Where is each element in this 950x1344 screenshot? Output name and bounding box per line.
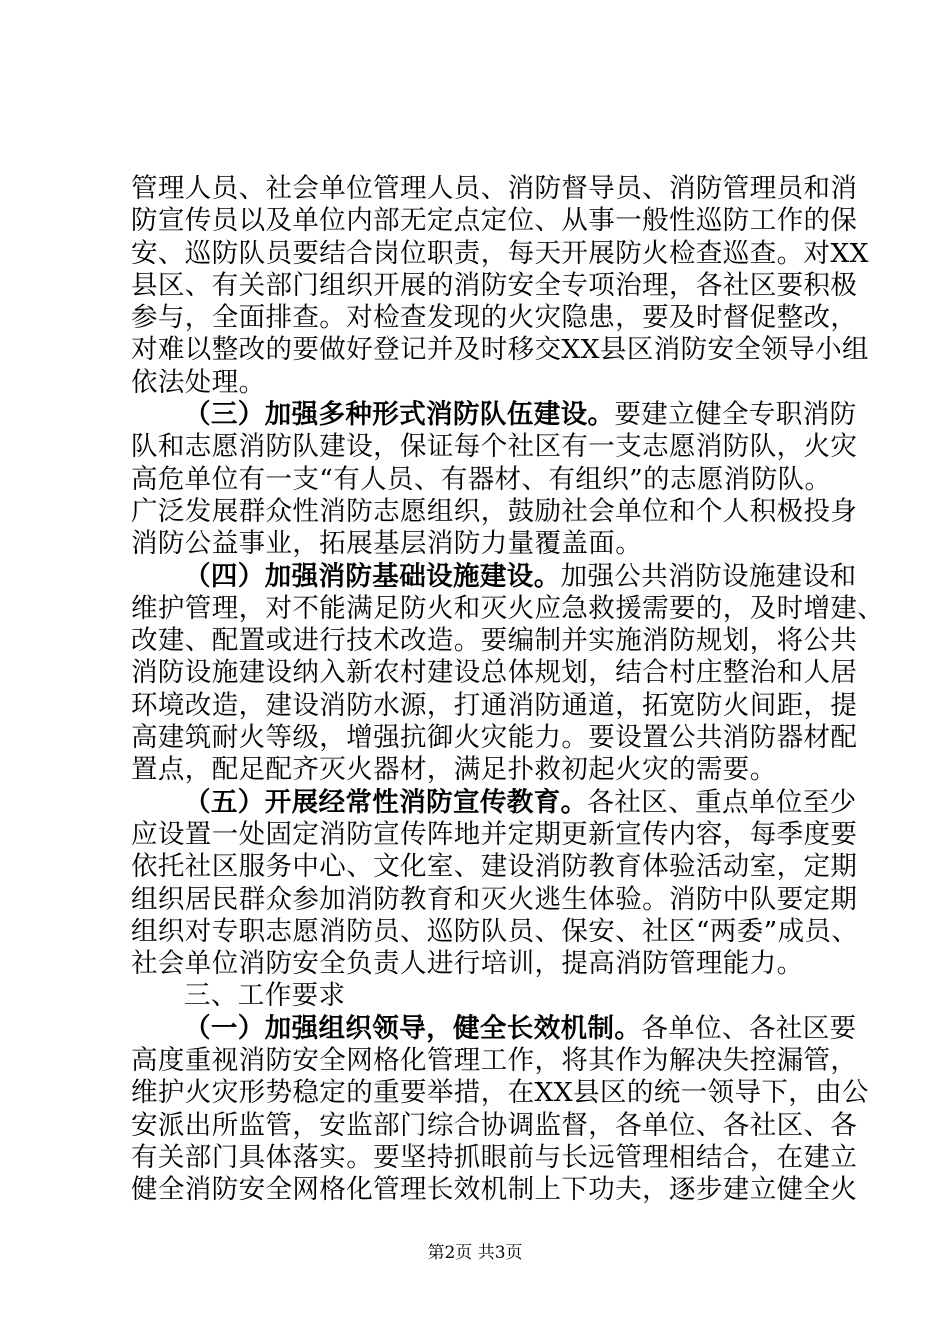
section-heading: （三）加强多种形式消防队伍建设。 xyxy=(184,399,615,431)
text-line xyxy=(131,851,858,883)
body-text: 高度重视消防安全网格化管理工作，将其作为解决失控漏管， xyxy=(131,1045,858,1077)
page-footer: 第2页 共3页 xyxy=(427,1243,523,1263)
section-heading: （五）开展经常性消防宣传教育。 xyxy=(184,786,588,818)
text-line xyxy=(131,625,858,657)
body-text: 有关部门具体落实。要坚持抓眼前与长远管理相结合，在建立 xyxy=(131,1141,858,1173)
body-text: 社会单位消防安全负责人进行培训，提高消防管理能力。 xyxy=(131,948,804,980)
body-text: 消防设施建设纳入新农村建设总体规划，结合村庄整治和人居 xyxy=(131,657,858,689)
text-line xyxy=(131,689,858,722)
text-line xyxy=(131,334,869,366)
body-text: 应设置一处固定消防宣传阵地并定期更新宣传内容，每季度要 xyxy=(131,818,858,850)
text-line xyxy=(131,399,857,431)
text-line xyxy=(131,302,858,334)
text-line xyxy=(131,915,859,948)
body-text: 要建立健全专职消防 xyxy=(614,399,857,431)
body-text: 加强公共消防设施建设和 xyxy=(560,560,857,592)
text-line xyxy=(131,464,831,496)
document-body xyxy=(131,173,885,1207)
text-line xyxy=(131,657,858,689)
text-line xyxy=(131,173,858,205)
section-heading: （四）加强消防基础设施建设。 xyxy=(184,560,561,592)
body-text: 维护火灾形势稳定的重要举措，在XX县区的统一领导下，由公 xyxy=(131,1077,869,1109)
text-line xyxy=(131,754,831,786)
body-text: 广泛发展群众性消防志愿组织，鼓励社会单位和个人积极投身 xyxy=(131,495,858,527)
body-text: 高危单位有一支“有人员、有器材、有组织”的志愿消防队。 xyxy=(131,463,832,495)
text-line xyxy=(131,367,831,399)
body-text: 队和志愿消防队建设，保证每个社区有一支志愿消防队，火灾 xyxy=(131,431,858,463)
text-line xyxy=(131,786,857,819)
text-line xyxy=(131,1077,869,1109)
body-text: 消防公益事业，拓展基层消防力量覆盖面。 xyxy=(131,528,643,560)
text-line xyxy=(131,431,858,463)
text-line xyxy=(131,818,858,851)
text-line xyxy=(131,495,858,528)
body-text: 高建筑耐火等级，增强抗御火灾能力。要设置公共消防器材配 xyxy=(131,722,858,754)
body-text: 依法处理。 xyxy=(131,366,266,398)
text-line xyxy=(131,722,858,754)
body-text: 各社区、重点单位至少 xyxy=(587,786,857,818)
body-text: 维护管理，对不能满足防火和灭火应急救援需要的，及时增建、 xyxy=(131,592,885,624)
body-text: 参与，全面排查。对检查发现的火灾隐患，要及时督促整改， xyxy=(131,302,858,334)
text-line xyxy=(131,205,858,237)
body-text: 防宣传员以及单位内部无定点定位、从事一般性巡防工作的保 xyxy=(131,205,858,237)
section-heading: （一）加强组织领导，健全长效机制。 xyxy=(184,1012,642,1044)
text-line xyxy=(131,883,858,916)
body-text: 各单位、各社区要 xyxy=(641,1012,857,1044)
text-line xyxy=(131,237,869,270)
body-text: 健全消防安全网格化管理长效机制上下功夫，逐步建立健全火 xyxy=(131,1174,858,1206)
text-line xyxy=(131,1012,857,1045)
text-line xyxy=(131,269,858,302)
text-line xyxy=(131,1141,858,1174)
body-text: 组织居民群众参加消防教育和灭火逃生体验。消防中队要定期 xyxy=(131,883,858,915)
text-line xyxy=(131,980,831,1012)
body-text: 置点，配足配齐灭火器材，满足扑救初起火灾的需要。 xyxy=(131,754,777,786)
text-line xyxy=(131,560,857,593)
body-text: 环境改造，建设消防水源，打通消防通道，拓宽防火间距，提 xyxy=(131,689,858,721)
text-line xyxy=(131,592,885,625)
body-text: 县区、有关部门组织开展的消防安全专项治理，各社区要积极 xyxy=(131,269,858,301)
body-text: 安派出所监管，安监部门综合协调监督，各单位、各社区、各 xyxy=(131,1109,858,1141)
body-text: 安、巡防队员要结合岗位职责，每天开展防火检查巡查。对XX xyxy=(131,237,869,269)
body-text: 三、工作要求 xyxy=(184,980,346,1012)
body-text: 组织对专职志愿消防员、巡防队员、保安、社区“两委”成员、 xyxy=(131,915,859,947)
text-line xyxy=(131,1109,858,1142)
body-text: 管理人员、社会单位管理人员、消防督导员、消防管理员和消 xyxy=(131,173,858,204)
body-text: 对难以整改的要做好登记并及时移交XX县区消防安全领导小组 xyxy=(131,334,869,366)
body-text: 改建、配置或进行技术改造。要编制并实施消防规划，将公共 xyxy=(131,625,858,657)
text-line xyxy=(131,528,831,560)
text-line xyxy=(131,1045,858,1077)
text-line xyxy=(131,1174,858,1206)
text-line xyxy=(131,948,831,980)
body-text: 依托社区服务中心、文化室、建设消防教育体验活动室，定期 xyxy=(131,851,858,883)
